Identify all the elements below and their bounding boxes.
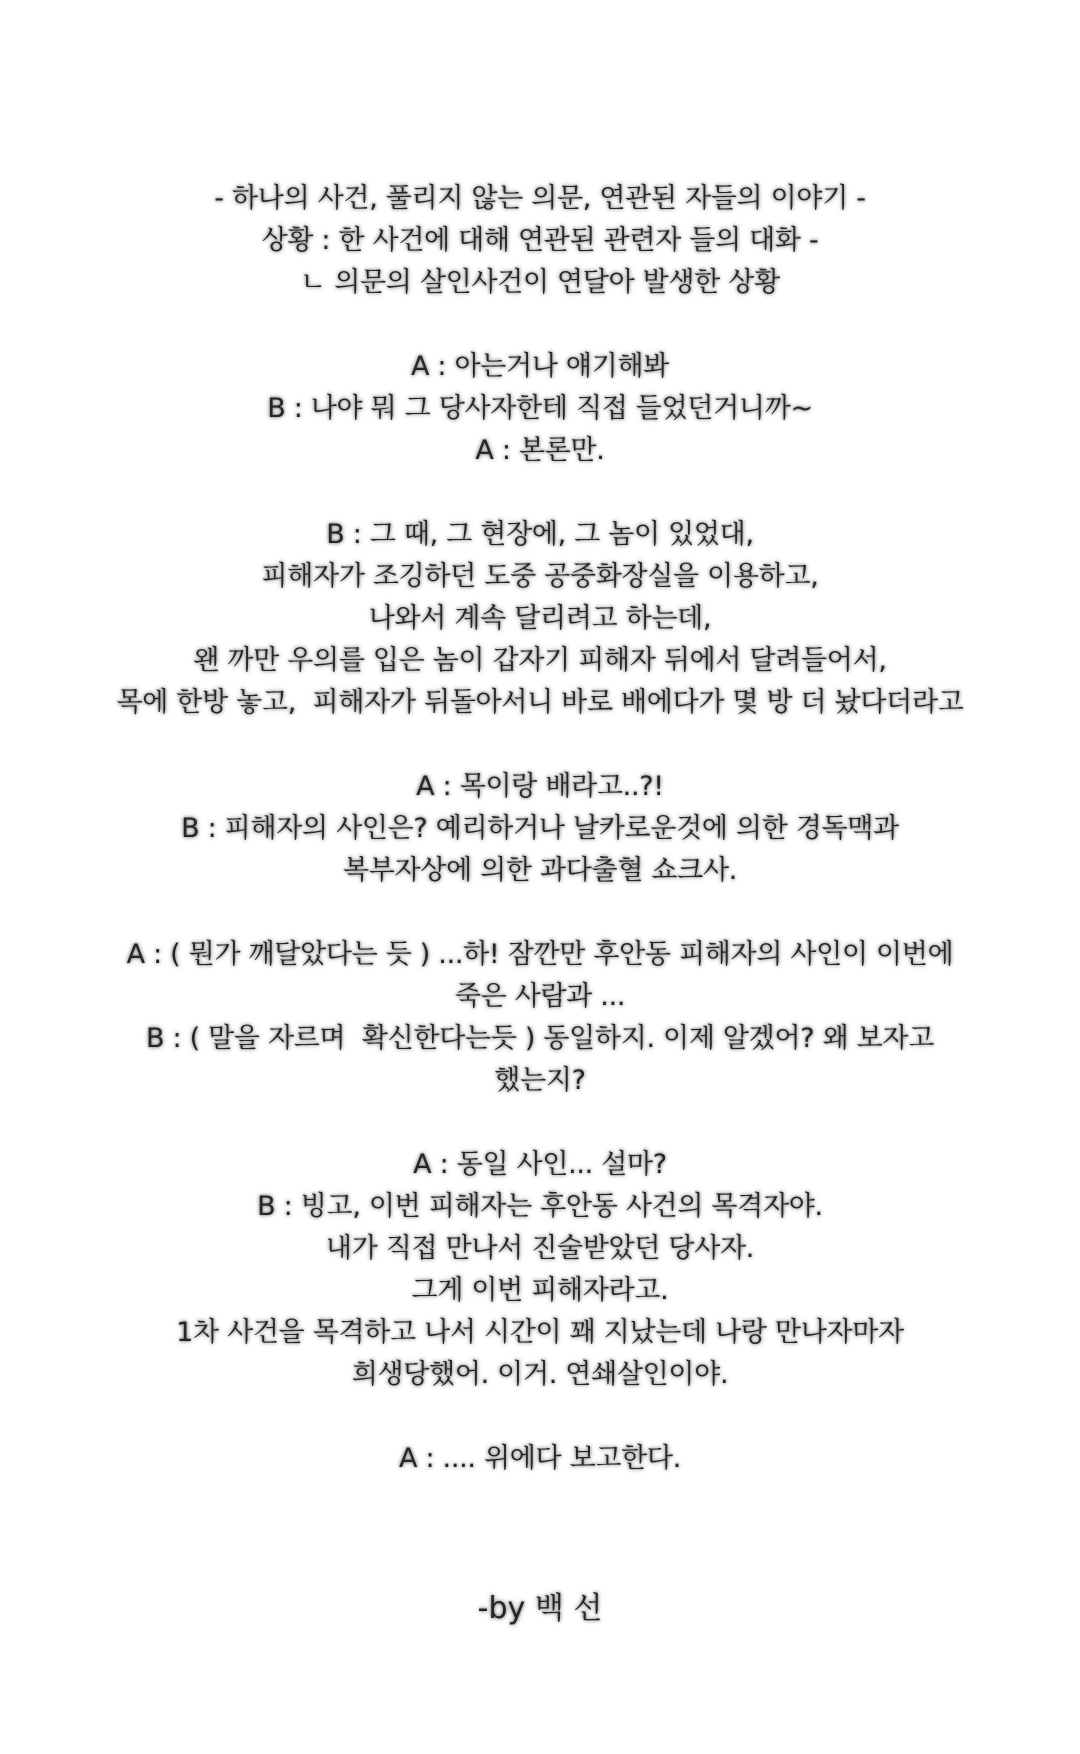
dialogue-line: B : 빙고, 이번 피해자는 후안동 사건의 목격자야. (257, 1191, 823, 1222)
dialogue-line: 왠 까만 우의를 입은 놈이 갑자기 피해자 뒤에서 달려들어서, (193, 645, 887, 676)
dialogue-line: A : 본론만. (475, 435, 605, 466)
paragraph-gap (0, 892, 1080, 934)
header-block (0, 178, 1080, 304)
dialogue-line: 했는지? (494, 1065, 586, 1096)
header-detail-line: ㄴ 의문의 살인사건이 연달아 발생한 상황 (300, 267, 780, 298)
dialogue-line: B : 나야 뭐 그 당사자한테 직접 들었던거니까~ (267, 393, 813, 424)
dialogue-line: 죽은 사람과 ... (454, 981, 626, 1012)
header-situation-line: 상황 : 한 사건에 대해 연관된 관련자 들의 대화 - (261, 225, 819, 256)
dialogue-line: 그게 이번 피해자라고. (411, 1275, 669, 1306)
dialogue-line: A : 아는거나 얘기해봐 (410, 351, 670, 382)
dialogue-line: 복부자상에 의한 과다출혈 쇼크사. (342, 855, 738, 886)
dialogue-line: 피해자가 조깅하던 도중 공중화장실을 이용하고, (261, 561, 819, 592)
author-byline: -by 백 선 (477, 1591, 603, 1626)
dialogue-block-4 (0, 934, 1080, 1102)
dialogue-block-3 (0, 766, 1080, 892)
dialogue-line: B : 피해자의 사인은? 예리하거나 날카로운것에 의한 경독맥과 (181, 813, 899, 844)
dialogue-block-2 (0, 514, 1080, 724)
dialogue-line: 내가 직접 만나서 진술받았던 당사자. (325, 1233, 755, 1264)
paragraph-gap (0, 472, 1080, 514)
dialogue-line: A : 동일 사인... 설마? (413, 1149, 667, 1180)
dialogue-line: A : .... 위에다 보고한다. (399, 1443, 681, 1474)
byline-container (0, 1588, 1080, 1630)
dialogue-line: A : ( 뭔가 깨달았다는 듯 ) ...하! 잠깐만 후안동 피해자의 사인이 이번에 (126, 939, 954, 970)
paragraph-gap (0, 304, 1080, 346)
dialogue-line: B : ( 말을 자르며 확신한다는듯 ) 동일하지. 이제 알겠어? 왜 보자고 (146, 1023, 934, 1054)
dialogue-line: 목에 한방 놓고, 피해자가 뒤돌아서니 바로 배에다가 몇 방 더 놨다더라고 (116, 687, 964, 718)
dialogue-line: 희생당했어. 이거. 연쇄살인이야. (351, 1359, 729, 1390)
header-title-line: - 하나의 사건, 풀리지 않는 의문, 연관된 자들의 이야기 - (214, 183, 866, 214)
story-text (0, 178, 1080, 1480)
dialogue-line: 1차 사건을 목격하고 나서 시간이 꽤 지났는데 나랑 만나자마자 (176, 1317, 904, 1348)
dialogue-line: B : 그 때, 그 현장에, 그 놈이 있었대, (326, 519, 754, 550)
dialogue-block-6 (0, 1438, 1080, 1480)
dialogue-block-5 (0, 1144, 1080, 1396)
dialogue-line: A : 목이랑 배라고..?! (416, 771, 664, 802)
dialogue-block-1 (0, 346, 1080, 472)
dialogue-line: 나와서 계속 달리려고 하는데, (368, 603, 712, 634)
paragraph-gap (0, 724, 1080, 766)
paragraph-gap (0, 1396, 1080, 1438)
paragraph-gap (0, 1102, 1080, 1144)
